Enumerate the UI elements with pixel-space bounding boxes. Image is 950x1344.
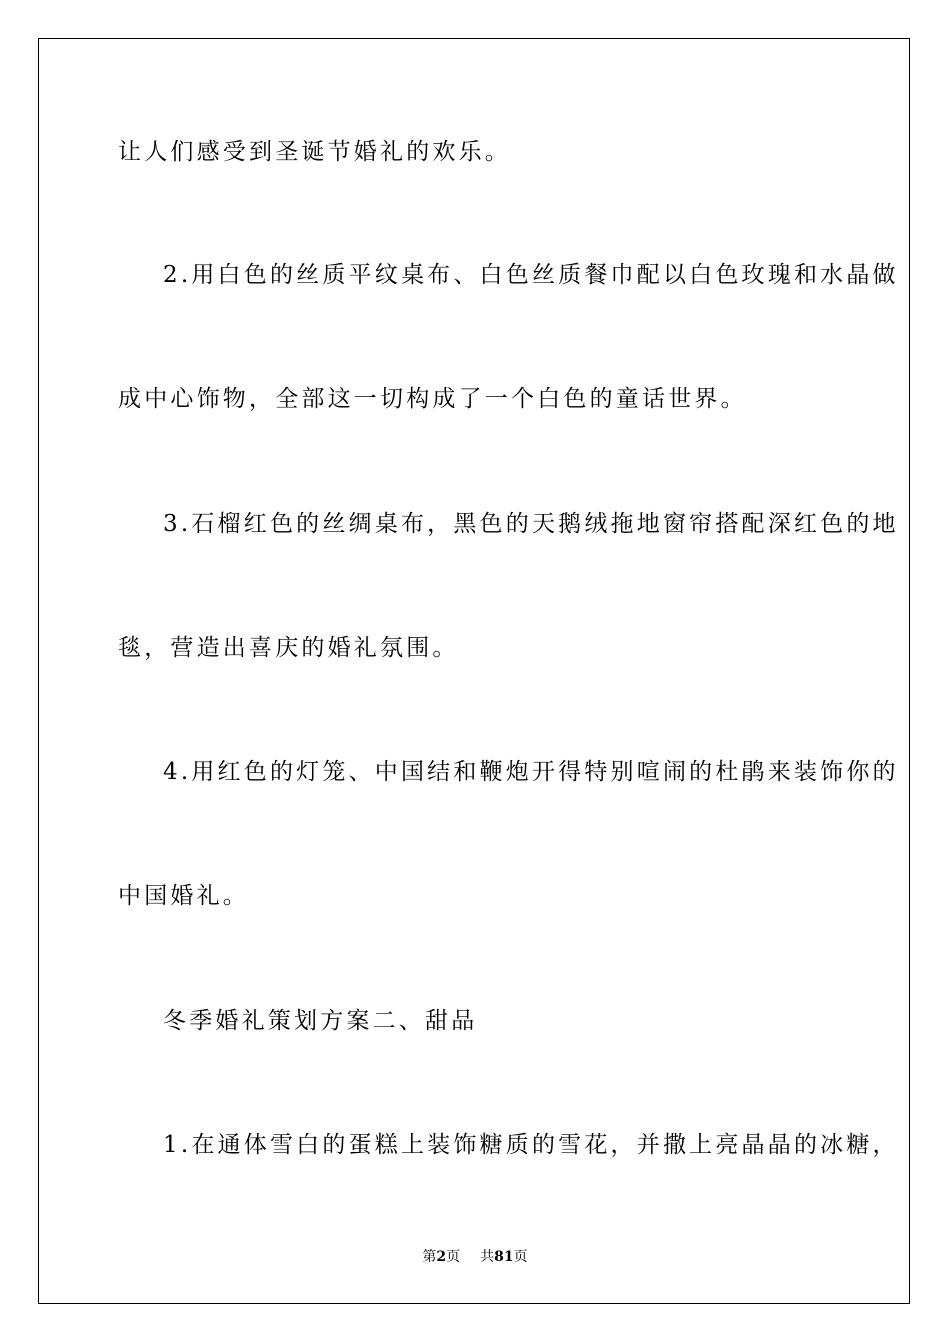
total-prefix: 共 bbox=[480, 1249, 495, 1265]
body-text-line: 4.用红色的灯笼、中国结和鞭炮开得特别喧闹的杜鹃来装饰你的 bbox=[163, 759, 899, 785]
page-number: 2 bbox=[436, 1249, 447, 1265]
body-text-line: 成中心饰物，全部这一切构成了一个白色的童话世界。 bbox=[118, 386, 747, 412]
total-pages: 81 bbox=[494, 1249, 514, 1265]
page-footer bbox=[0, 1247, 950, 1267]
total-suffix: 页 bbox=[513, 1249, 528, 1265]
body-text-line: 让人们感受到圣诞节婚礼的欢乐。 bbox=[118, 139, 511, 165]
body-text-line: 1.在通体雪白的蛋糕上装饰糖质的雪花，并撒上亮晶晶的冰糖， bbox=[163, 1132, 899, 1158]
body-text-line: 3.石榴红色的丝绸桌布，黑色的天鹅绒拖地窗帘搭配深红色的地 bbox=[163, 511, 899, 537]
body-text-line: 中国婚礼。 bbox=[118, 883, 249, 909]
page-suffix: 页 bbox=[446, 1249, 461, 1265]
body-text-line: 毯，营造出喜庆的婚礼氛围。 bbox=[118, 635, 459, 661]
body-text-line: 2.用白色的丝质平纹桌布、白色丝质餐巾配以白色玫瑰和水晶做 bbox=[163, 262, 899, 288]
page-frame bbox=[38, 38, 910, 1304]
section-heading: 冬季婚礼策划方案二、甜品 bbox=[163, 1008, 478, 1034]
page-prefix: 第 bbox=[422, 1249, 437, 1265]
